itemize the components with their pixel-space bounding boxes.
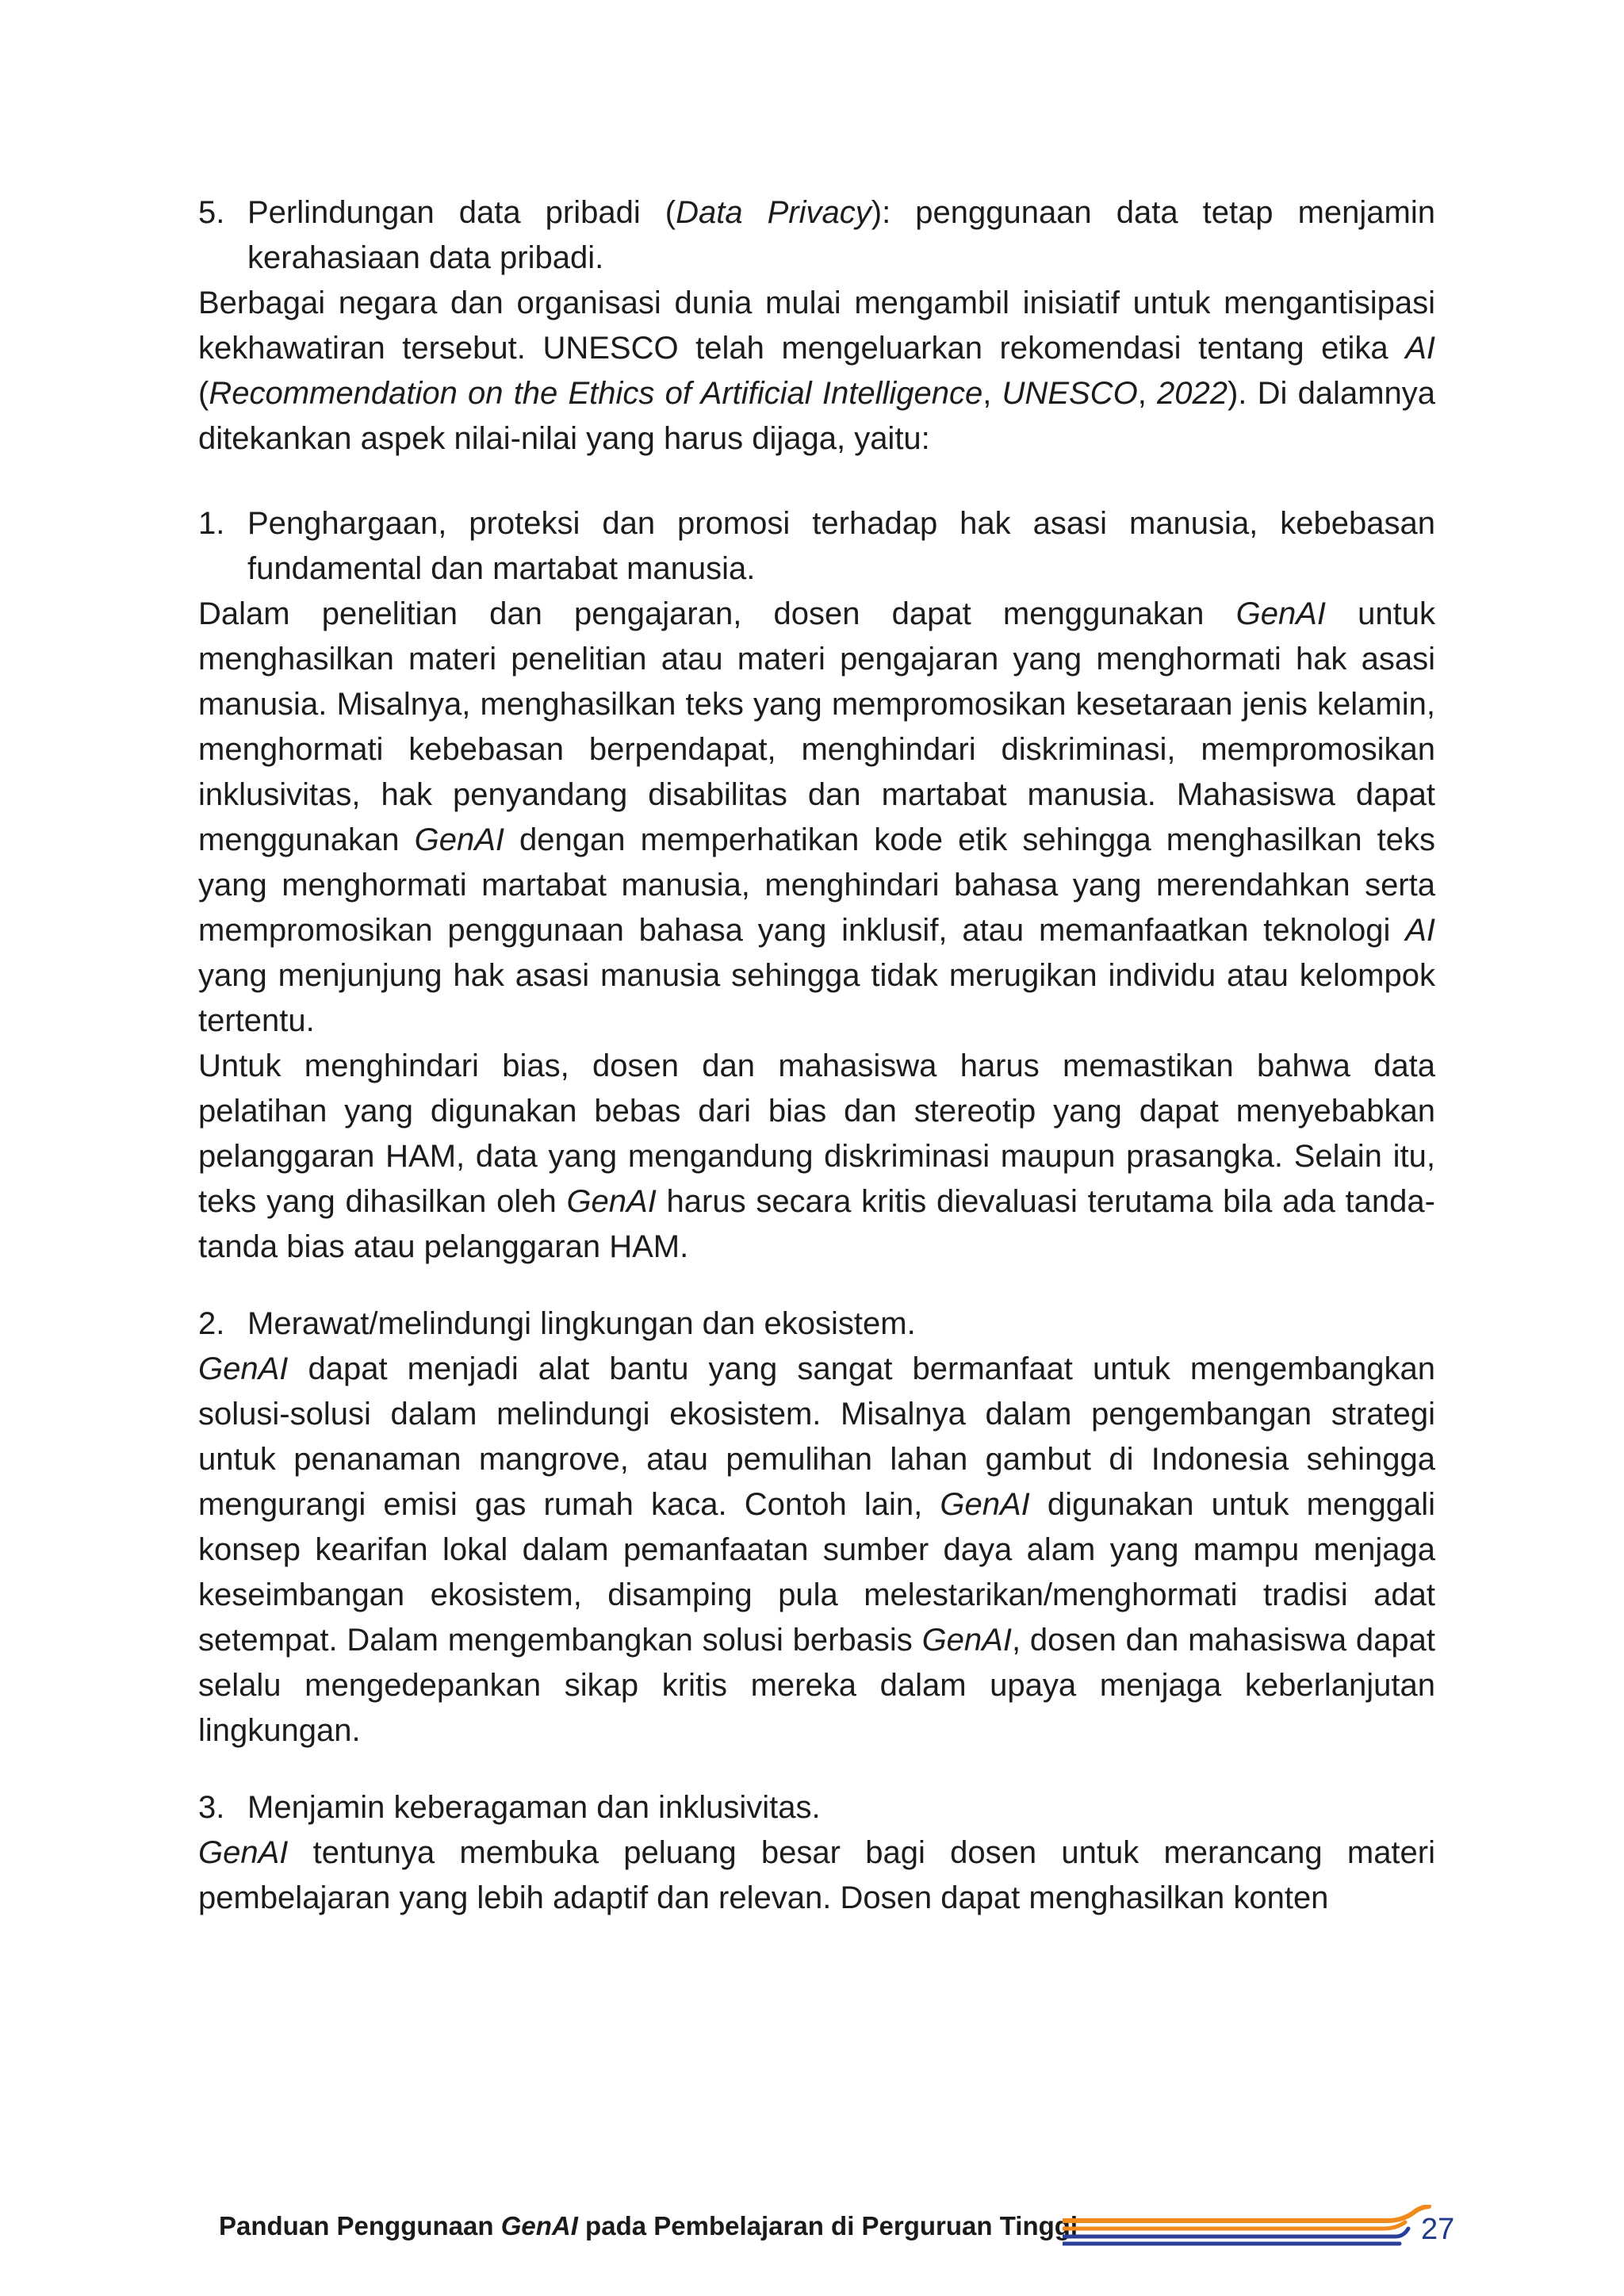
orange-stripe bbox=[1063, 2222, 1405, 2229]
text-run: tentunya membuka peluang besar bagi dosen untuk merancang materi pembelajaran yang lebih adaptif dan relevan. Dosen dapat menghasilkan konten bbox=[198, 1835, 1435, 1915]
italic-text: GenAI bbox=[1235, 596, 1326, 631]
text-run: ( bbox=[198, 376, 209, 411]
orange-swoosh-stripe bbox=[1063, 2206, 1429, 2221]
page-number: 27 bbox=[1421, 2213, 1455, 2246]
item1-paragraph-1 bbox=[198, 592, 1435, 1044]
text-run: ). Di dalamnya ditekankan aspek nilai-nilai yang harus dijaga, yaitu: bbox=[198, 376, 1436, 456]
italic-text: GenAI bbox=[921, 1623, 1012, 1658]
text-run: dapat menjadi alat bantu yang sangat bermanfaat untuk mengembangkan solusi-solusi dalam melindungi ekosistem. Misalnya dalam pengembangan strategi untuk penanaman mangrove, atau pemulihan lahan gambut di Indonesia sehingga mengurangi emisi gas rumah kaca. Contoh lain, bbox=[198, 1351, 1435, 1522]
list-number: 1. bbox=[198, 506, 225, 541]
text-run: ): penggunaan data tetap menjamin kerahasiaan data pribadi. bbox=[247, 195, 1435, 275]
text-run: pada Pembelajaran di Perguruan Tinggi bbox=[577, 2211, 1078, 2240]
italic-text: GenAI bbox=[198, 1351, 289, 1386]
item1-paragraph-2 bbox=[198, 1044, 1435, 1270]
text-run: Berbagai negara dan organisasi dunia mulai mengambil inisiatif untuk mengantisipasi kekhawatiran tersebut. UNESCO telah mengeluarkan rekomendasi tentang etika bbox=[198, 286, 1435, 366]
text-run: digunakan untuk menggali konsep kearifan lokal dalam pemanfaatan sumber daya alam yang mampu menjaga keseimbangan ekosistem, disamping pula melestarikan/menghormati tradisi adat setempat. Dalam mengembangkan solusi berbasis bbox=[198, 1487, 1435, 1658]
italic-text: 2022 bbox=[1157, 376, 1228, 411]
list-number: 5. bbox=[198, 195, 225, 230]
text-run: Dalam penelitian dan pengajaran, dosen dapat menggunakan bbox=[198, 596, 1236, 631]
italic-text: Recommendation on the Ethics of Artificial Intelligence bbox=[209, 376, 983, 411]
list-item-heading: Merawat/melindungi lingkungan dan ekosistem. bbox=[247, 1306, 916, 1341]
list-number: 2. bbox=[198, 1306, 225, 1341]
list-item-5 bbox=[198, 190, 1435, 281]
text-run: , bbox=[982, 376, 1002, 411]
list-item-heading: Menjamin keberagaman dan inklusivitas. bbox=[247, 1790, 821, 1825]
footer-title bbox=[219, 2211, 1078, 2241]
text-run: yang menjunjung hak asasi manusia sehingga tidak merugikan individu atau kelompok tertentu. bbox=[198, 958, 1435, 1038]
italic-text: GenAI bbox=[500, 2211, 578, 2240]
italic-text: GenAI bbox=[940, 1487, 1030, 1522]
footer-stripes-decoration bbox=[1063, 2205, 1435, 2249]
text-run: dengan memperhatikan kode etik sehingga menghasilkan teks yang menghormati martabat manusia, menghindari bahasa yang merendahkan serta mempromosikan penggunaan bahasa yang inklusif, atau memanfaatkan teknologi bbox=[198, 822, 1435, 948]
page-footer bbox=[0, 2205, 1624, 2252]
item3-paragraph-1 bbox=[198, 1830, 1435, 1921]
text-run: , dosen dan mahasiswa dapat selalu mengedepankan sikap kritis mereka dalam upaya menjaga keberlanjutan lingkungan. bbox=[198, 1623, 1435, 1748]
italic-text: UNESCO bbox=[1002, 376, 1138, 411]
list-item-text bbox=[247, 190, 1435, 281]
item2-paragraph-1 bbox=[198, 1347, 1435, 1754]
italic-text: GenAI bbox=[198, 1835, 289, 1870]
list-item-1 bbox=[198, 501, 1435, 592]
text-run: untuk menghasilkan materi penelitian atau materi pengajaran yang menghormati hak asasi manusia. Misalnya, menghasilkan teks yang mempromosikan kesetaraan jenis kelamin, menghormati kebebasan berpendapat, menghindari diskriminasi, mempromosikan inklusivitas, hak penyandang disabilitas dan martabat manusia. Mahasiswa dapat menggunakan bbox=[198, 596, 1435, 857]
text-run: Untuk menghindari bias, dosen dan mahasiswa harus memastikan bahwa data pelatihan yang digunakan bebas dari bias dan stereotip yang dapat menyebabkan pelanggaran HAM, data yang mengandung diskriminasi maupun prasangka. Selain itu, teks yang dihasilkan oleh bbox=[198, 1048, 1435, 1219]
list-item-3 bbox=[198, 1785, 1435, 1830]
list-number: 3. bbox=[198, 1790, 225, 1825]
list-item-2 bbox=[198, 1301, 1435, 1347]
text-run: , bbox=[1137, 376, 1157, 411]
italic-text: GenAI bbox=[566, 1184, 657, 1219]
italic-text: AI bbox=[1405, 913, 1435, 948]
italic-text: AI bbox=[1405, 331, 1435, 366]
text-run: harus secara kritis dievaluasi terutama bila ada tanda-tanda bias atau pelanggaran HAM. bbox=[198, 1184, 1435, 1264]
italic-text: Data Privacy bbox=[676, 195, 871, 230]
italic-text: GenAI bbox=[414, 822, 504, 857]
text-run: Perlindungan data pribadi ( bbox=[247, 195, 676, 230]
intro-paragraph bbox=[198, 281, 1435, 462]
text-run: Panduan Penggunaan bbox=[219, 2211, 501, 2240]
list-item-heading: Penghargaan, proteksi dan promosi terhadap hak asasi manusia, kebebasan fundamental dan martabat manusia. bbox=[247, 506, 1435, 586]
page-content bbox=[198, 190, 1435, 1921]
